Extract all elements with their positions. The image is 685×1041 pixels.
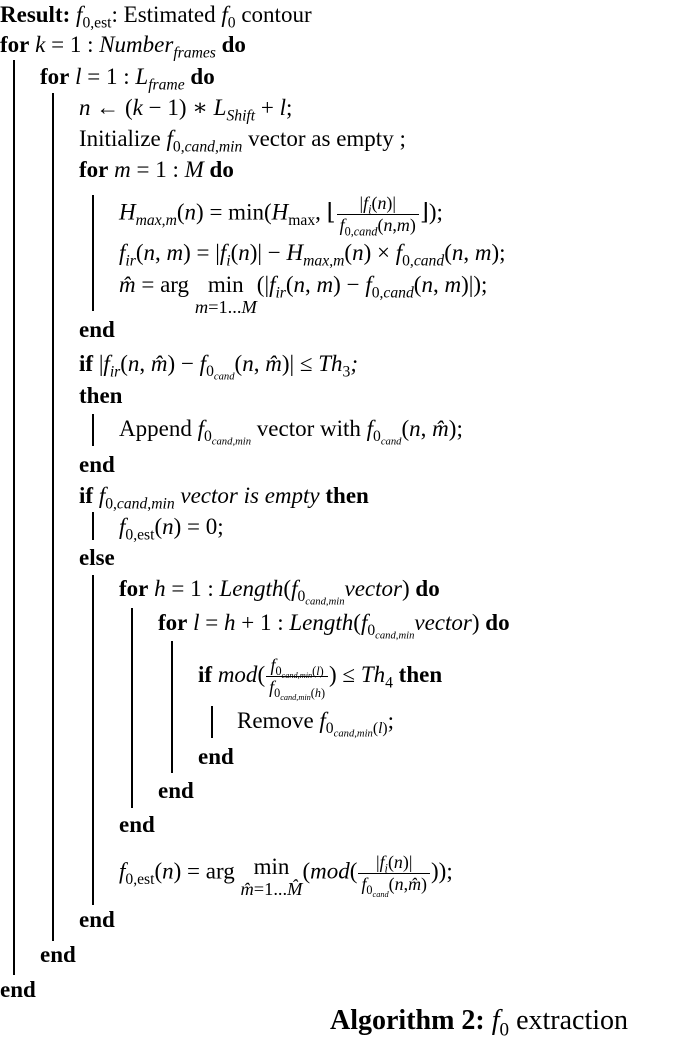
zero-assign-line: $f_{0,est}(n) = 0$; [119,514,224,544]
hmax-line: $H_{max,m}(n) = \min(H_{max}$, ⌊ $\frac{|f_i(n)|}{f_{0,cand}(n,m)}$ ⌋); [119,193,443,238]
block-bar-if-mod [211,706,213,738]
for-l-line: for l = 1 : $L_{frame}$ do [40,64,215,94]
end-if-empty: end [79,907,115,932]
n-assign-line: n ← (k − 1) ∗ $L_{Shift} + l$; [79,95,293,125]
block-bar-l-loop [52,93,54,941]
block-bar-k-loop [13,60,15,975]
remove-line: Remove $f_{0_{cand,min}(l)}$; [237,708,395,741]
block-bar-then [92,414,94,446]
append-line: Append $f_{0_{cand,min}}$ vector with $f_{0_{cand}}(n$, m̂); [119,416,463,449]
fir-line: $f_{ir}(n$, $m) = |f_i(n)| - H_{max,m}(n) \times f_{0,cand}(n$, m); [119,240,506,270]
mhat-line: m̂ = arg min m=1...M ($|f_{ir}(n$, $m) - f_{0,cand}(n$, m)|); [119,272,488,317]
result-line: Result: $f_{0,est}$: Estimated $f_0$ contour [0,2,312,32]
f0est-line: $f_{0,est}(n)$ = arg min m̂=1...M̂ (mod( $\frac{|f_i(n)|}{f_{0_{cand}}(n,m̂)}$ )); [119,852,453,899]
caption-text: extraction [516,1005,629,1036]
result-text: Estimated $f_0$ contour [123,2,312,32]
for-l2-line: for l = h + 1 : $Length(f_{0_{cand,min}}vector)$ do [158,610,510,643]
result-label: Result [0,2,63,27]
end-if-mod: end [198,744,234,769]
end-for-h: end [119,812,155,837]
for-h-line: for h = 1 : $Length(f_{0_{cand,min}}vector)$ do [119,576,440,609]
if-th3-line: if $|f_{ir}(n$, m̂) − $f_{0_{cand}}(n$, m̂)| ≤ $Th_3$; [79,351,358,384]
if-empty-line: if $f_{0,cand,min}$ vector is empty then [79,483,369,513]
init-line: Initialize $f_{0,cand,min}$ vector as empty ; [79,126,406,156]
block-bar-else [92,575,94,905]
end-m-loop: end [79,317,115,342]
block-bar-h-loop [131,608,133,808]
block-bar-l2-loop [171,641,173,773]
then-line: then [79,383,123,408]
for-m-line: for m = 1 : M do [79,157,234,182]
block-bar-m-loop [92,195,94,311]
end-for-k: end [0,977,36,1002]
end-for-l2: end [158,778,194,803]
end-for-l: end [40,942,76,967]
if-mod-line: if mod( $\frac{f_{0_{cand,min}(l)}}{f_{0_{cand,min}(h)}}$ ) ≤ $Th_4$ then [198,655,443,703]
end-if-th3: end [79,452,115,477]
for-k-line: for k = 1 : Number$_{frames}$ do [0,32,246,62]
algorithm-caption: Algorithm 2: $f_0$ extraction [330,1005,629,1041]
else-line: else [79,545,115,570]
caption-label: Algorithm 2: [330,1005,485,1036]
block-bar-if-empty [92,512,94,540]
